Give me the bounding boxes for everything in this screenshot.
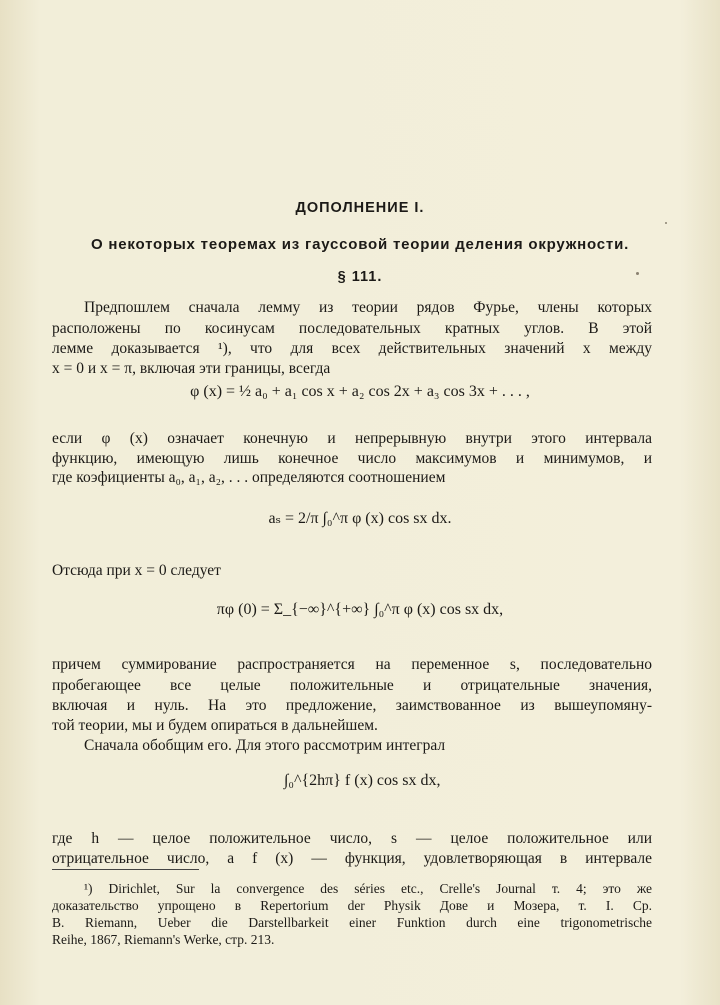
paragraph-5-line: где h — целое положительное число, s — целое положительное или [52, 830, 652, 847]
paragraph-3-line: включая и нуль. На это предложение, заимствованное из вышеупомяну- [52, 697, 652, 714]
footnote-line: ¹) Dirichlet, Sur la convergence des séries etc., Crelle's Journal т. 4; это же [84, 881, 652, 896]
paragraph-3-line: той теории, мы и будем опираться в дальнейшем. [52, 717, 378, 734]
formula-integral: ∫₀^{2hπ} f (x) cos sx dx, [284, 772, 441, 789]
paragraph-2-line: функцию, имеющую лишь конечное число максимумов и минимумов, и [52, 450, 652, 467]
appendix-heading: ДОПОЛНЕНИЕ I. [295, 200, 425, 216]
paragraph-3-line: причем суммирование распространяется на переменное s, последовательно [52, 656, 652, 673]
paragraph-1-line: расположены по косинусам последовательных кратных углов. В этой [52, 320, 652, 337]
footnote-rule [52, 869, 199, 870]
paragraph-2-line: где коэфициенты a₀, a₁, a₂, . . . определяются соотношением [52, 469, 446, 486]
footnote-line: B. Riemann, Ueber die Darstellbarkeit einer Funktion durch eine trigonometrische [52, 915, 652, 930]
paragraph-1-line: x = 0 и x = π, включая эти границы, всегда [52, 360, 331, 377]
paragraph-3-line: пробегающее все целые положительные и отрицательные значения, [52, 677, 652, 694]
section-number: § 111. [337, 269, 383, 285]
paragraph-4: Сначала обобщим его. Для этого рассмотрим интеграл [84, 737, 446, 754]
formula-sum: πφ (0) = Σ_{−∞}^{+∞} ∫₀^π φ (x) cos sx dx, [216, 601, 504, 618]
appendix-subheading: О некоторых теоремах из гауссовой теории деления окружности. [90, 236, 630, 253]
paper-speck [636, 272, 639, 275]
line-otsyuda: Отсюда при x = 0 следует [52, 562, 221, 579]
paragraph-5-line: отрицательное число, а f (x) — функция, удовлетворяющая в интервале [52, 850, 652, 867]
paper-speck [665, 222, 667, 224]
footnote-line: доказательство упрощено в Repertorium der Physik Дове и Мозера, т. I. Ср. [52, 898, 652, 913]
footnote-line: Reihe, 1867, Riemann's Werke, стр. 213. [52, 932, 275, 947]
formula-coefficients: aₛ = 2/π ∫₀^π φ (x) cos sx dx. [268, 510, 452, 527]
paragraph-1-line: лемме доказывается ¹), что для всех действительных значений x между [52, 340, 652, 357]
paragraph-1-line: Предпошлем сначала лемму из теории рядов Фурье, члены которых [84, 299, 652, 316]
formula-fourier-series: φ (x) = ½ a₀ + a₁ cos x + a₂ cos 2x + a₃ cos 3x + . . . , [190, 383, 530, 400]
paragraph-2-line: если φ (x) означает конечную и непрерывную внутри этого интервала [52, 430, 652, 447]
